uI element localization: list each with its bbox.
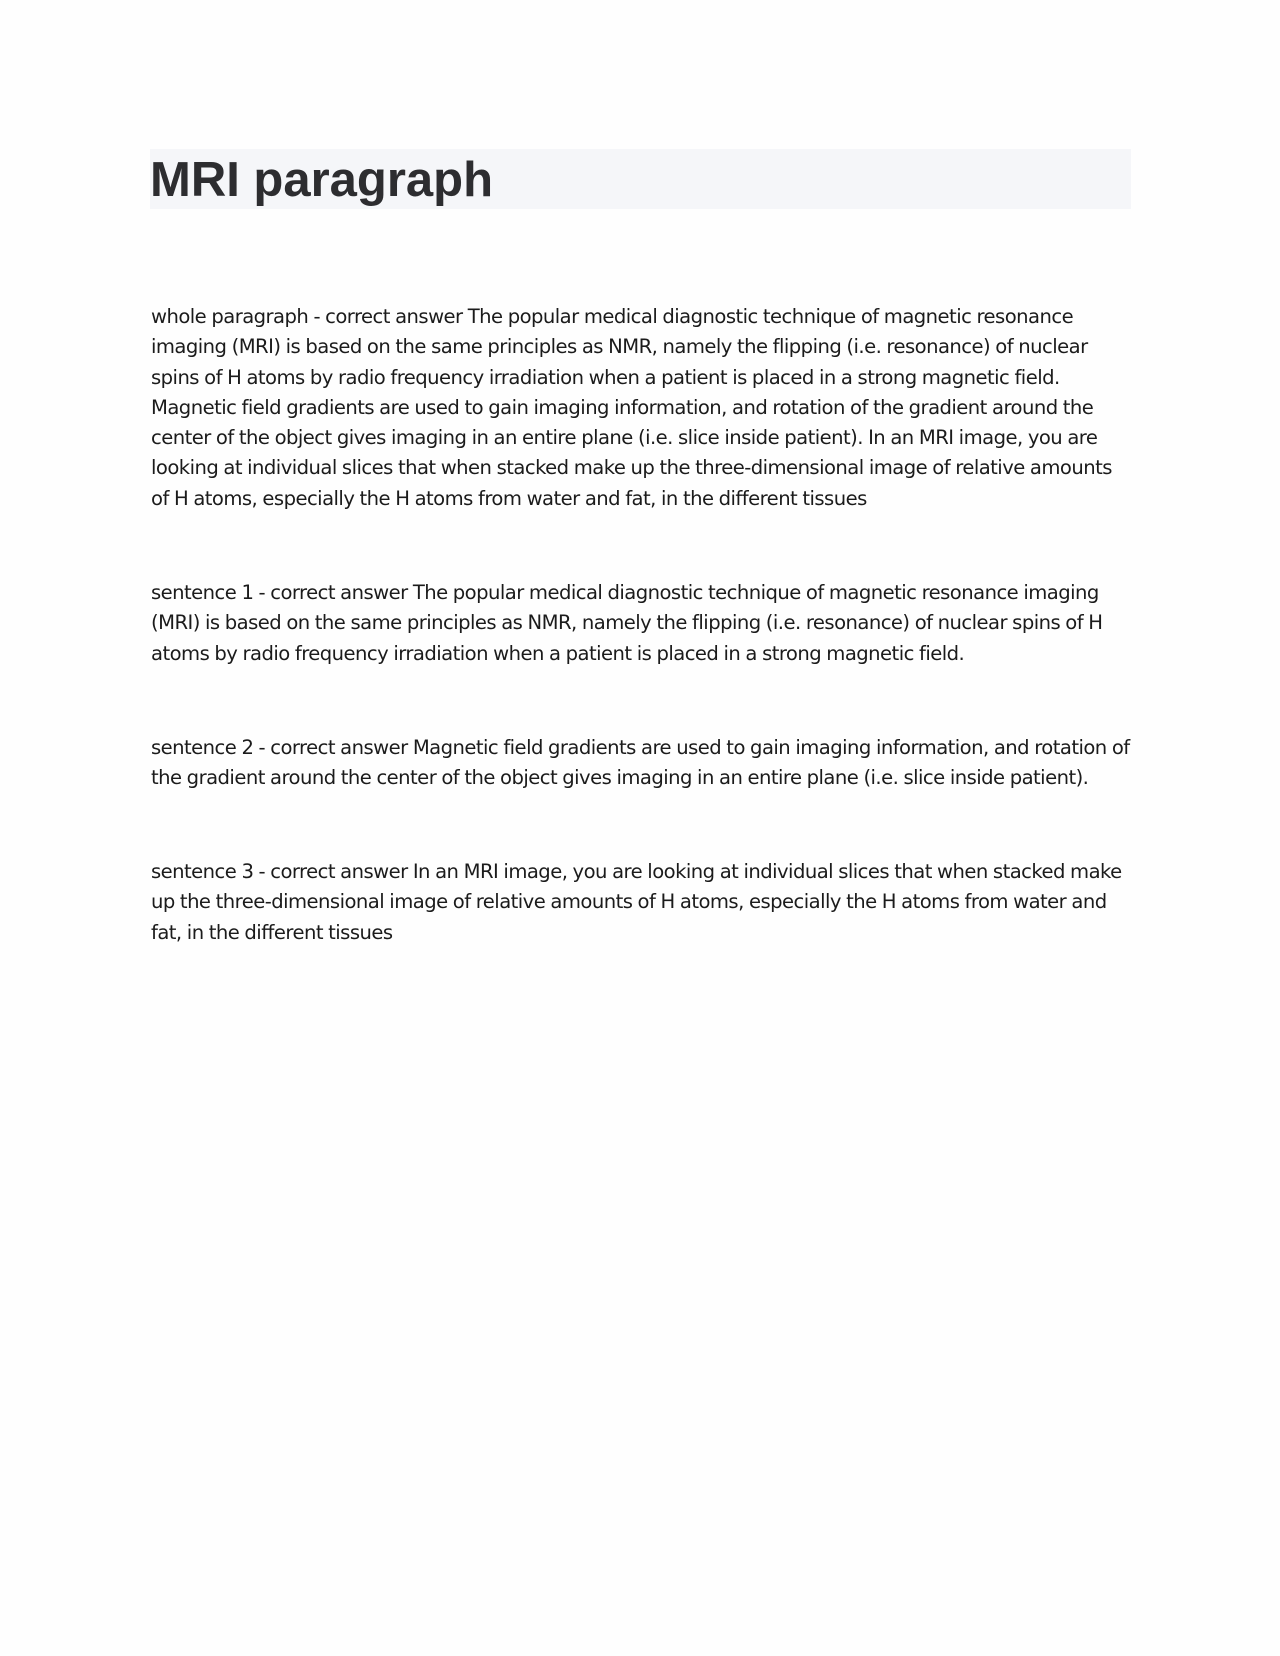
sentence-2-text: sentence 2 - correct answer Magnetic field gradients are used to gain imaging information, and rotation of the gradient around the center of the object gives imaging in an entire plane (i.e. slice inside patient). [151,736,1130,790]
whole-paragraph-text: whole paragraph - correct answer The popular medical diagnostic technique of magnetic resonance imaging (MRI) is based on the same principles as NMR, namely the flipping (i.e. resonance) of nuclear spins of H atoms by radio frequency irradiation when a patient is placed in a strong magnetic field. Magnetic field gradients are used to gain imaging information, and rotation of the gradient around the center of the object gives imaging in an entire plane (i.e. slice inside patient). In an MRI image, you are looking at individual slices that when stacked make up the three-dimensional image of relative amounts of H atoms, especially the H atoms from water and fat, in the different tissues [151,305,1112,510]
sentence-1-text: sentence 1 - correct answer The popular medical diagnostic technique of magnetic resonance imaging (MRI) is based on the same principles as NMR, namely the flipping (i.e. resonance) of nuclear spins of H atoms by radio frequency irradiation when a patient is placed in a strong magnetic field. [151,581,1103,665]
page-title: MRI paragraph [150,153,494,207]
sentence-3-text: sentence 3 - correct answer In an MRI image, you are looking at individual slices that when stacked make up the three-dimensional image of relative amounts of H atoms, especially the H atoms from water and fat, in the different tissues [151,860,1122,944]
